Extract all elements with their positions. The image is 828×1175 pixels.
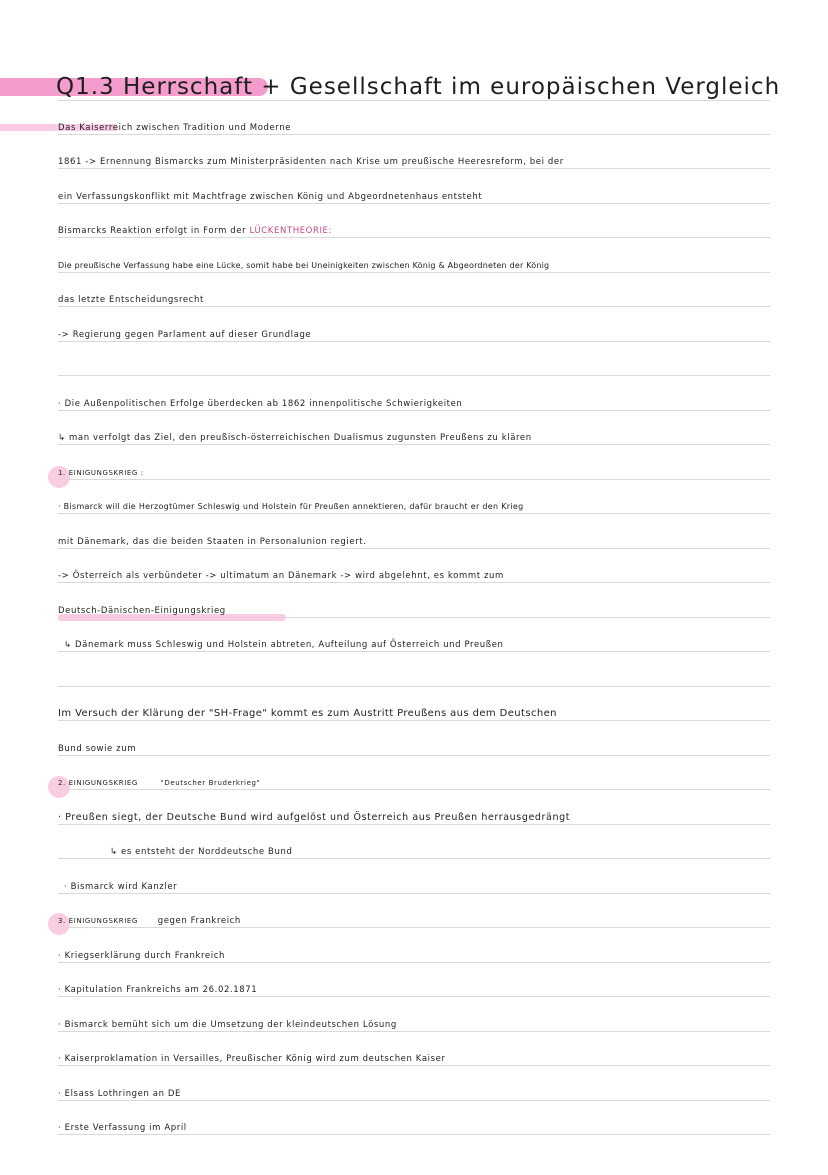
note-line: das letzte Entscheidungsrecht xyxy=(58,295,204,305)
note-line: -> Regierung gegen Parlament auf dieser Grundlage xyxy=(58,330,312,340)
page-title: Q1.3 Herrschaft + Gesellschaft im europäischen Vergleich xyxy=(56,74,781,100)
ruled-line xyxy=(58,100,770,101)
section-heading-3 xyxy=(58,914,773,928)
heading-subtitle: gegen Frankreich xyxy=(157,916,241,926)
note-line: · Die Außenpolitischen Erfolge überdecken ab 1862 innenpolitische Schwierigkeiten xyxy=(58,399,463,409)
section-heading-2 xyxy=(58,776,773,790)
note-line: · Kapitulation Frankreichs am 26.02.1871 xyxy=(58,985,258,995)
note-line: · Bismarck will die Herzogtümer Schleswig und Holstein für Preußen annektieren, dafür braucht er den Krieg xyxy=(58,502,524,511)
note-line: · Elsass Lothringen an DE xyxy=(58,1089,182,1099)
note-line: · Bismarck wird Kanzler xyxy=(64,882,178,892)
heading-text: 3. EINIGUNGSKRIEG xyxy=(58,917,138,925)
note-line: ein Verfassungskonflikt mit Machtfrage zwischen König und Abgeordnetenhaus entsteht xyxy=(58,192,483,202)
note-line: 1861 -> Ernennung Bismarcks zum Ministerpräsidenten nach Krise um preußische Heeresreform, bei der xyxy=(58,157,564,167)
section-heading-1: 1. EINIGUNGSKRIEG : xyxy=(58,469,144,477)
heading-text: 2. EINIGUNGSKRIEG xyxy=(58,779,138,787)
note-line: ↳ Dänemark muss Schleswig und Holstein abtreten, Aufteilung auf Österreich und Preußen xyxy=(64,640,504,650)
subtitle: Das Kaiserreich zwischen Tradition und Moderne xyxy=(58,123,292,133)
note-line: Bund sowie zum xyxy=(58,744,137,754)
note-line: ↳ es entsteht der Norddeutsche Bund xyxy=(110,847,293,857)
war-name: Deutsch-Dänischen-Einigungskrieg xyxy=(58,606,226,616)
ruled-line xyxy=(58,686,770,687)
ruled-line xyxy=(58,375,770,376)
note-line: Im Versuch der Klärung der "SH-Frage" kommt es zum Austritt Preußens aus dem Deutschen xyxy=(58,708,557,719)
note-line: · Preußen siegt, der Deutsche Bund wird aufgelöst und Österreich aus Preußen herrausgedrängt xyxy=(58,812,571,823)
note-line: · Bismarck bemüht sich um die Umsetzung der kleindeutschen Lösung xyxy=(58,1020,397,1030)
keyword-lueckentheorie: LÜCKENTHEORIE: xyxy=(249,226,332,236)
note-line xyxy=(58,224,773,238)
note-line: -> Österreich als verbündeter -> ultimatum an Dänemark -> wird abgelehnt, es kommt zum xyxy=(58,571,504,581)
heading-subtitle: "Deutscher Bruderkrieg" xyxy=(160,779,261,787)
note-line: · Erste Verfassung im April xyxy=(58,1123,187,1133)
note-line: · Kaiserproklamation in Versailles, Preußischer König wird zum deutschen Kaiser xyxy=(58,1054,446,1064)
note-line: Die preußische Verfassung habe eine Lücke, somit habe bei Uneinigkeiten zwischen König & Abgeordneten der König xyxy=(58,261,550,270)
note-line: mit Dänemark, das die beiden Staaten in Personalunion regiert. xyxy=(58,537,367,547)
note-line: ↳ man verfolgt das Ziel, den preußisch-österreichischen Dualismus zugunsten Preußens zu klären xyxy=(58,433,532,443)
note-text: Bismarcks Reaktion erfolgt in Form der xyxy=(58,226,247,236)
note-line: · Kriegserklärung durch Frankreich xyxy=(58,951,225,961)
